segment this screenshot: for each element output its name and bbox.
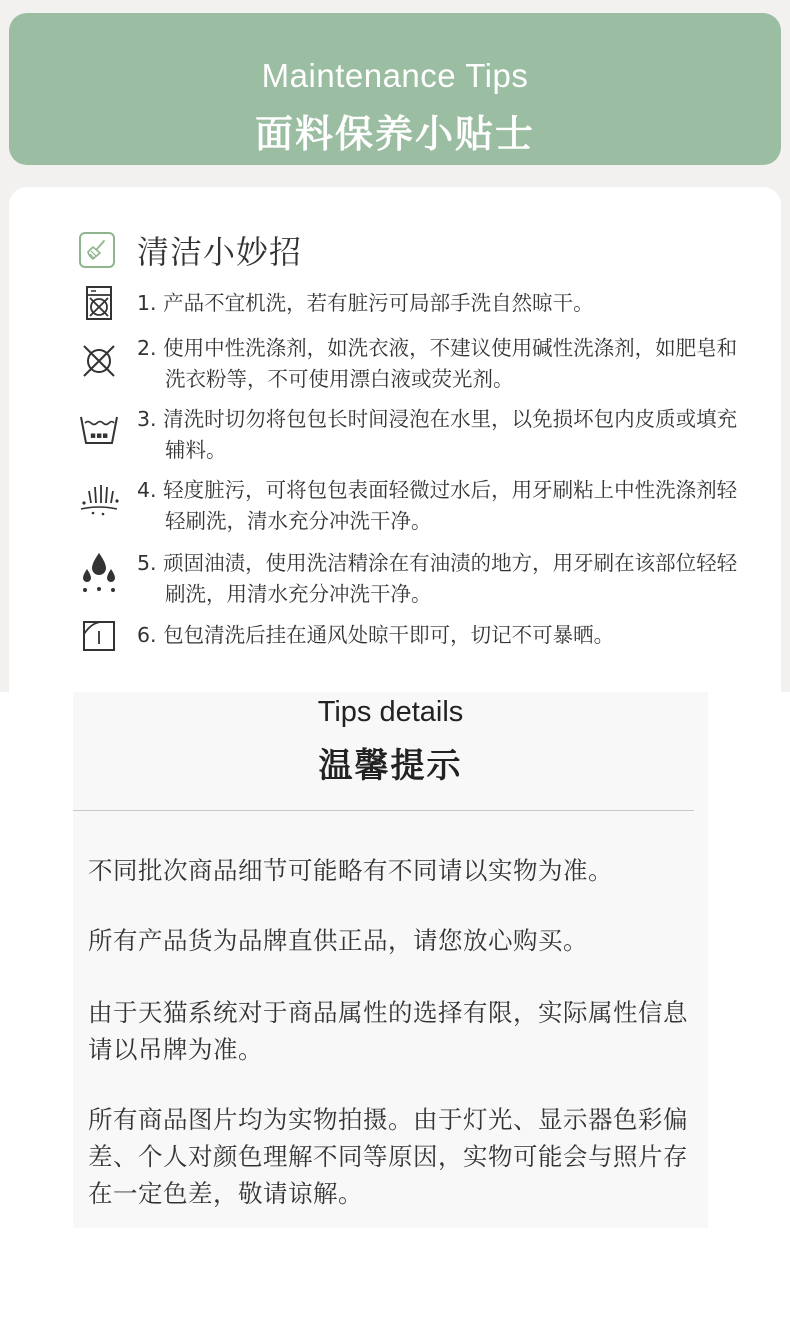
notice-paragraph-3: 由于天猫系统对于商品属性的选择有限，实际属性信息请以吊牌为准。 [88, 998, 688, 1064]
brush-icon [78, 478, 120, 520]
cleaning-tip-6-text: 6. 包包清洗后挂在通风处晾干即可，切记不可暴晒。 [137, 623, 615, 647]
maintenance-header-banner [9, 13, 781, 165]
tips-details-title-en: Tips details [317, 696, 464, 728]
cleaning-tip-2-text: 2. 使用中性洗涤剂，如洗衣液，不建议使用碱性洗涤剂，如肥皂和洗衣粉等，不可使用漂白液或荧光剂。 [137, 336, 738, 391]
no-bleach-icon [78, 340, 120, 382]
notice-paragraph-4: 所有商品图片均为实物拍摄。由于灯光、显示器色彩偏差、个人对颜色理解不同等原因，实物可能会与照片存在一定色差，敬请谅解。 [88, 1105, 688, 1208]
notice-paragraph-2: 所有产品货为品牌直供正品，请您放心购买。 [88, 926, 588, 955]
cleaning-tip-1-text: 1. 产品不宜机洗，若有脏污可局部手洗自然晾干。 [137, 291, 594, 315]
header-title-cn: 面料保养小贴士 [254, 112, 535, 156]
cleaning-tip-4-text: 4. 轻度脏污，可将包包表面轻微过水后，用牙刷粘上中性洗涤剂轻轻刷洗，清水充分冲洗干净。 [137, 478, 738, 533]
oil-drops-icon [78, 552, 120, 594]
cleaning-section-label: 清洁小妙招 [137, 233, 303, 271]
header-title-en: Maintenance Tips [261, 57, 529, 94]
tips-divider [73, 810, 694, 811]
no-soak-icon [78, 409, 120, 451]
cleaning-tip-3-text: 3. 清洗时切勿将包包长时间浸泡在水里，以免损坏包内皮质或填充辅料。 [137, 407, 738, 462]
cleaning-tip-5-text: 5. 顽固油渍，使用洗洁精涂在有油渍的地方，用牙刷在该部位轻轻刷洗，用清水充分冲洗干净。 [137, 551, 738, 606]
broom-icon [79, 232, 115, 268]
svg-text:▪▪▪: ▪▪▪ [89, 431, 109, 441]
tips-details-title-cn: 温馨提示 [318, 746, 463, 786]
hang-dry-icon [78, 615, 120, 657]
cleaning-section-title [79, 229, 302, 271]
notice-paragraph-1: 不同批次商品细节可能略有不同请以实物为准。 [88, 856, 613, 885]
no-machine-wash-icon [78, 282, 120, 324]
